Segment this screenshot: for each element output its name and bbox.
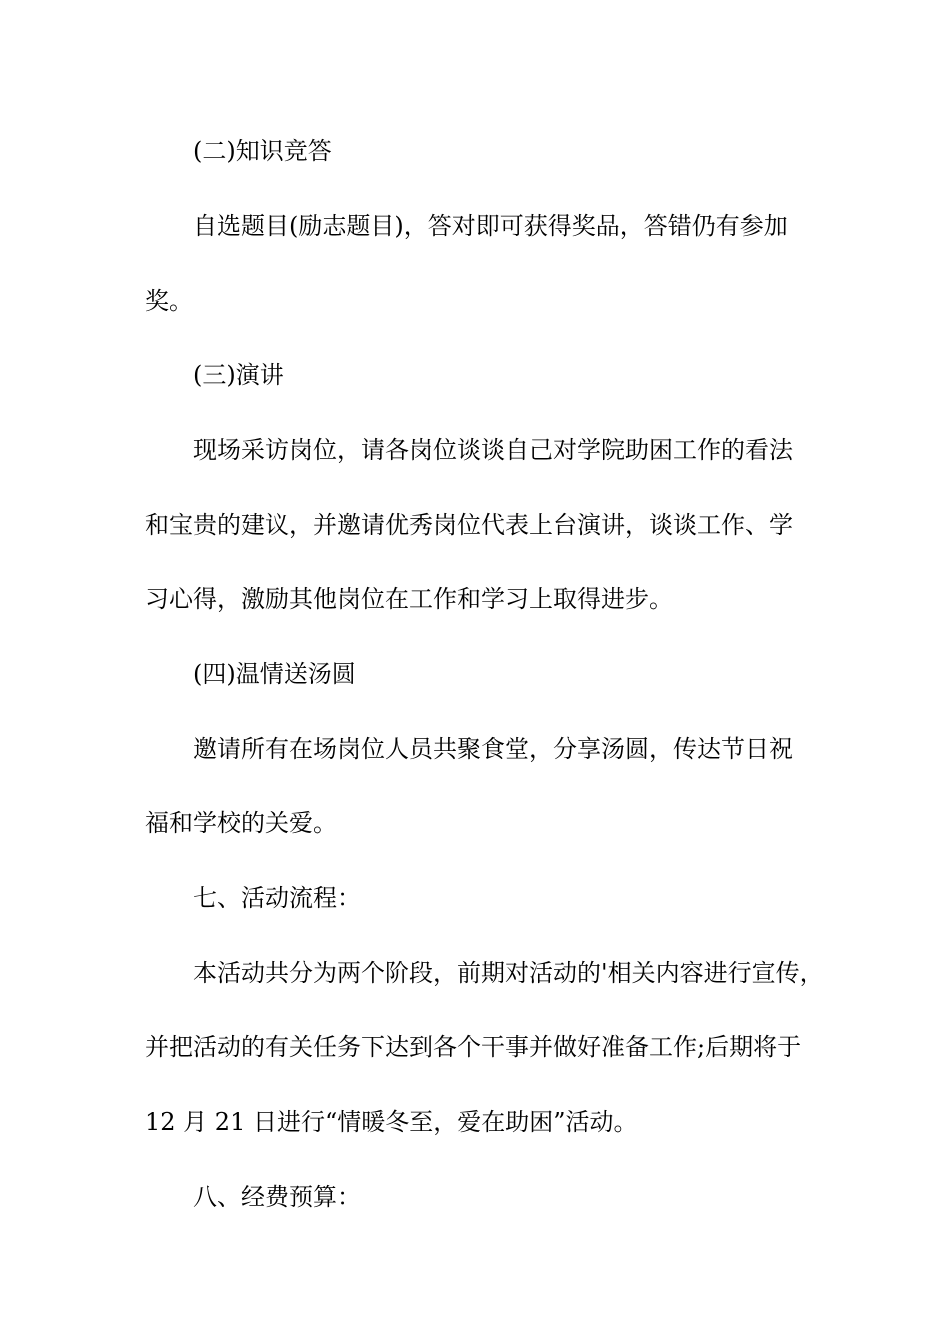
section-heading-knowledge-quiz: (二)知识竞答 (193, 137, 332, 165)
section-heading-budget: 八、经费预算： (193, 1183, 361, 1211)
paragraph-line: 本活动共分为两个阶段，前期对活动的'相关内容进行宣传， (193, 959, 824, 987)
paragraph-line: 奖。 (145, 287, 193, 315)
paragraph-line: 和宝贵的建议，并邀请优秀岗位代表上台演讲，谈谈工作、学 (145, 511, 793, 539)
paragraph-line: 福和学校的关爱。 (145, 809, 337, 837)
section-heading-activity-process: 七、活动流程： (193, 884, 361, 912)
paragraph-line: 习心得，激励其他岗位在工作和学习上取得进步。 (145, 585, 673, 613)
paragraph-line: 自选题目(励志题目)，答对即可获得奖品，答错仍有参加 (193, 212, 788, 240)
paragraph-line: 现场采访岗位，请各岗位谈谈自己对学院助困工作的看法 (193, 436, 793, 464)
section-heading-tangyuan: (四)温情送汤圆 (193, 660, 356, 688)
paragraph-line: 邀请所有在场岗位人员共聚食堂，分享汤圆，传达节日祝 (193, 735, 793, 763)
section-heading-speech: (三)演讲 (193, 361, 284, 389)
paragraph-line: 12 月 21 日进行“情暖冬至，爱在助困”活动。 (145, 1108, 638, 1136)
paragraph-line: 并把活动的有关任务下达到各个干事并做好准备工作;后期将于 (145, 1033, 802, 1061)
